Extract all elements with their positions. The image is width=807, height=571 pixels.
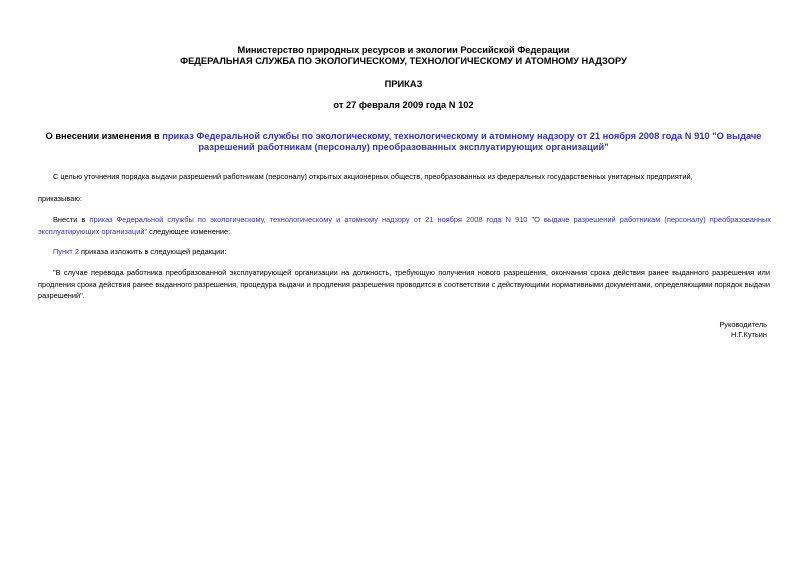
document-title: [0, 131, 807, 153]
paragraph-purpose: С целью уточнения порядка выдачи разрешений работникам (персоналу) открытых акционерных обществ, преобразованных из федеральных государственных унитарных предприятий,: [53, 172, 693, 181]
document-date-number: от 27 февраля 2009 года N 102: [333, 100, 474, 110]
paragraph-clause: [38, 246, 768, 258]
amendment-prefix: Внести в: [53, 215, 90, 224]
paragraph-amendment: [38, 214, 771, 237]
document-title-line1: [0, 131, 807, 142]
ministry-name: Министерство природных ресурсов и экологии Российской Федерации: [237, 45, 570, 55]
paragraph-new-text: "В случае перевода работника преобразованной эксплуатирующей организации на должность, требующую получения нового разрешения, окончания срока действия ранее выданного разрешения или продления срока действия ранее выданного разрешения, процедура выдачи и продления разрешения проводится в соответствии с действующими нормативными документами, определяющими порядок выдачи разрешений".: [38, 268, 770, 300]
title-prefix: О внесении изменения в: [45, 131, 163, 141]
document-type: ПРИКАЗ: [384, 79, 423, 89]
clause-suffix: приказа изложить в следующей редакции:: [78, 247, 227, 256]
amendment-suffix: следующее изменение:: [147, 226, 231, 236]
amendment-order-link[interactable]: приказ Федеральной службы по экологическому, технологическому и атомному надзору от 21 ноября 2008 года N 910 "О выдаче разрешений работникам (персоналу) преобразованных эксплуатирующих организаций": [38, 215, 771, 236]
paragraph-order-word: приказываю:: [38, 194, 82, 203]
signatory-name: Н.Г.Кутьин: [731, 330, 767, 339]
clause-2-link[interactable]: Пункт 2: [53, 247, 79, 256]
signatory-position: Руководитель: [719, 320, 767, 329]
service-name: ФЕДЕРАЛЬНАЯ СЛУЖБА ПО ЭКОЛОГИЧЕСКОМУ, ТЕХНОЛОГИЧЕСКОМУ И АТОМНОМУ НАДЗОРУ: [180, 56, 627, 66]
title-order-link[interactable]: приказ Федеральной службы по экологическому, технологическому и атомному надзору от 21 ноября 2008 года N 910 "О выдаче: [162, 131, 762, 141]
title-order-link-continued[interactable]: разрешений работникам (персоналу) преобразованных эксплуатирующих организаций": [198, 142, 609, 152]
